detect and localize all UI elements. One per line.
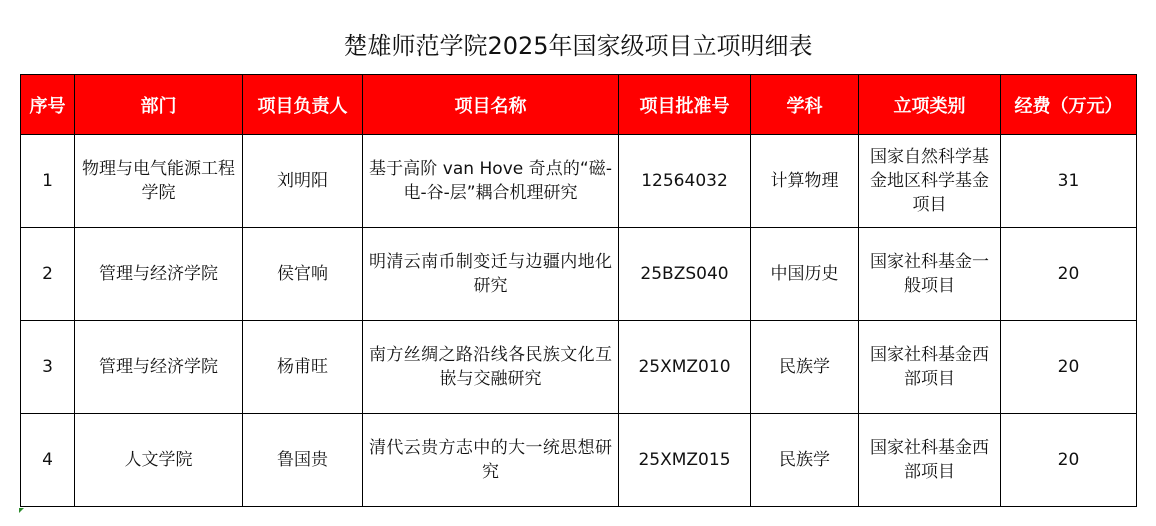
cell-discipline: 民族学 <box>751 414 859 507</box>
cell-department: 物理与电气能源工程学院 <box>75 135 243 228</box>
cell-project-name: 基于高阶 van Hove 奇点的“磁-电-谷-层”耦合机理研究 <box>363 135 619 228</box>
cell-discipline: 民族学 <box>751 321 859 414</box>
cell-leader: 杨甫旺 <box>243 321 363 414</box>
cell-approval-no: 25BZS040 <box>619 228 751 321</box>
cell-approval-no: 25XMZ010 <box>619 321 751 414</box>
table-row <box>21 414 1137 507</box>
table-row <box>21 228 1137 321</box>
cell-department: 管理与经济学院 <box>75 321 243 414</box>
cell-discipline: 计算物理 <box>751 135 859 228</box>
cell-department: 管理与经济学院 <box>75 228 243 321</box>
cell-department: 人文学院 <box>75 414 243 507</box>
cell-project-name: 明清云南币制变迁与边疆内地化研究 <box>363 228 619 321</box>
cell-no: 4 <box>21 414 75 507</box>
header-funding: 经费（万元） <box>1001 75 1137 135</box>
cell-category: 国家社科基金西部项目 <box>859 414 1001 507</box>
cell-funding: 20 <box>1001 321 1137 414</box>
header-no: 序号 <box>21 75 75 135</box>
table-header-row <box>21 75 1137 135</box>
cell-discipline: 中国历史 <box>751 228 859 321</box>
cell-category: 国家自然科学基金地区科学基金项目 <box>859 135 1001 228</box>
cell-project-name: 南方丝绸之路沿线各民族文化互嵌与交融研究 <box>363 321 619 414</box>
table-row <box>21 321 1137 414</box>
cell-project-name: 清代云贵方志中的大一统思想研究 <box>363 414 619 507</box>
cell-category: 国家社科基金一般项目 <box>859 228 1001 321</box>
header-department: 部门 <box>75 75 243 135</box>
header-leader: 项目负责人 <box>243 75 363 135</box>
header-approval-no: 项目批准号 <box>619 75 751 135</box>
cell-approval-no: 25XMZ015 <box>619 414 751 507</box>
header-category: 立项类别 <box>859 75 1001 135</box>
cell-approval-no: 12564032 <box>619 135 751 228</box>
header-discipline: 学科 <box>751 75 859 135</box>
cell-funding: 31 <box>1001 135 1137 228</box>
cell-category: 国家社科基金西部项目 <box>859 321 1001 414</box>
cell-leader: 鲁国贵 <box>243 414 363 507</box>
cell-corner-marker <box>19 508 24 513</box>
page-title: 楚雄师范学院2025年国家级项目立项明细表 <box>343 32 813 60</box>
project-detail-table <box>20 74 1137 507</box>
table-row <box>21 135 1137 228</box>
cell-no: 1 <box>21 135 75 228</box>
cell-leader: 侯官响 <box>243 228 363 321</box>
header-project-name: 项目名称 <box>363 75 619 135</box>
cell-no: 3 <box>21 321 75 414</box>
cell-funding: 20 <box>1001 228 1137 321</box>
cell-funding: 20 <box>1001 414 1137 507</box>
cell-no: 2 <box>21 228 75 321</box>
cell-leader: 刘明阳 <box>243 135 363 228</box>
